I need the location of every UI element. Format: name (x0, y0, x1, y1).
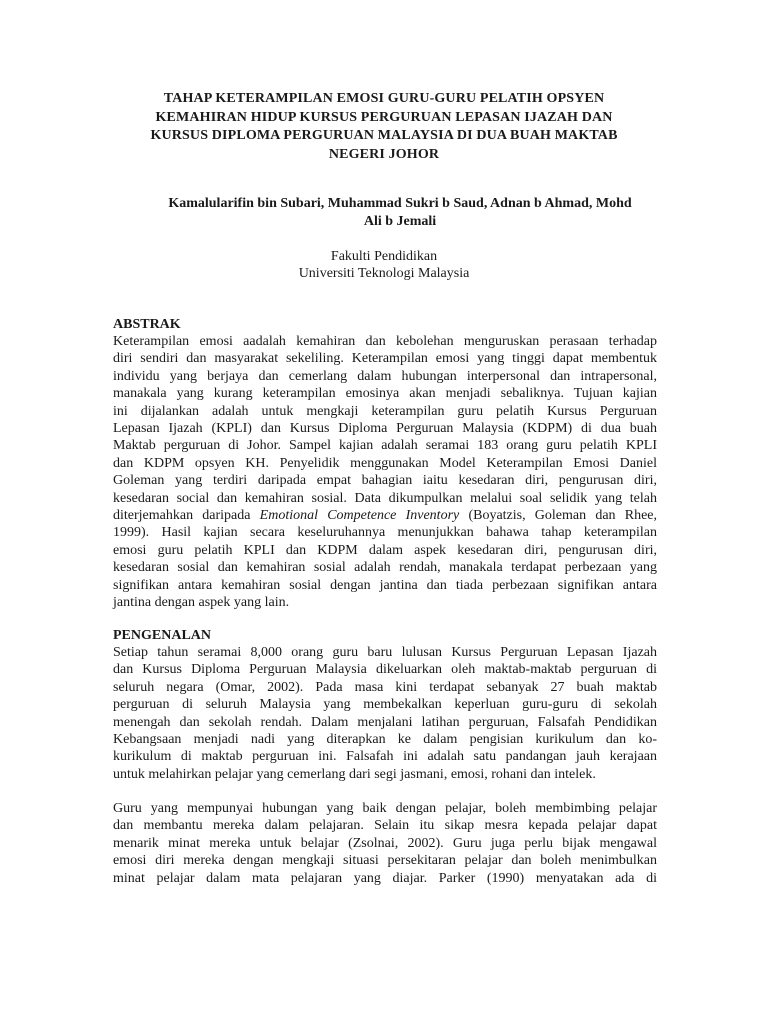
text-run: (Boyatzis, Goleman dan Rhee, (459, 508, 657, 524)
university-name: Universiti Teknologi Malaysia (298, 266, 470, 281)
paper-title (0, 90, 768, 164)
text-line: seluruh negara (Omar, 2002). Pada masa kini terdapat sebanyak 27 buah maktab (113, 679, 657, 695)
intro-heading: PENGENALAN (113, 628, 212, 643)
text-line: menengah dan sekolah rendah. Dalam menjalani latihan perguruan, Falsafah Pendidikan (113, 714, 657, 730)
text-line: 1999). Hasil kajian secara keseluruhannya menunjukkan bahawa tahap keterampilan (113, 525, 657, 541)
intro-paragraph-1 (113, 644, 657, 783)
text-line (113, 507, 657, 524)
text-line: menarik minat mereka untuk belajar (Zsolnai, 2002). Guru juga perlu bijak mengawal (113, 835, 657, 851)
text-line: signifikan antara kemahiran sosial dengan jantina dan tiada perbezaan signifikan antara (113, 577, 657, 593)
text-line: diri sendiri dan masyarakat sekeliling. Keterampilan emosi yang tinggi dapat membentuk (113, 351, 657, 367)
abstract-body (113, 333, 657, 612)
title-line: TAHAP KETERAMPILAN EMOSI GURU-GURU PELATIH OPSYEN (163, 91, 605, 106)
text-line: kurikulum di maktab perguruan ini. Falsafah ini adalah satu pandangan jauh kerajaan (113, 749, 657, 765)
text-line: kesedaran social dan kemahiran sosial. Data dikumpulkan melalui soal selidik yang telah (113, 490, 657, 506)
instrument-title: Emotional Competence Inventory (259, 508, 460, 524)
text-line: dan membantu mereka dalam pelajaran. Selain itu sikap mesra kepada pelajar dapat (113, 818, 657, 834)
text-line: dan Kursus Diploma Perguruan Malaysia dikeluarkan oleh maktab-maktab perguruan di (113, 662, 657, 678)
title-line: NEGERI JOHOR (328, 146, 440, 162)
title-line: KURSUS DIPLOMA PERGURUAN MALAYSIA DI DUA BUAH MAKTAB (150, 128, 618, 143)
text-line: untuk melahirkan pelajar yang cemerlang dari segi jasmani, emosi, rohani dan intelek. (113, 766, 596, 782)
intro-paragraph-2 (113, 800, 657, 887)
text-line: perguruan di seluruh Malaysia yang membekalkan keperluan guru-guru di sekolah (113, 697, 657, 713)
text-line: jantina dengan aspek yang lain. (113, 595, 290, 611)
text-line: Maktab perguruan di Johor. Sampel kajian adalah seramai 183 orang guru pelatih KPLI (113, 438, 657, 454)
abstract-heading: ABSTRAK (113, 317, 181, 332)
text-line: emosi guru pelatih KPLI dan KDPM dalam aspek kesedaran diri, pengurusan diri, (113, 542, 657, 558)
text-line: Kebangsaan menjadi nadi yang diterapkan ke dalam pengisian kurikulum dan ko- (113, 732, 657, 748)
text-line: minat pelajar dalam mata pelajaran yang diajar. Parker (1990) menyatakan ada di (113, 870, 657, 886)
text-line: emosi diri mereka dengan mengkaji situasi persekitaran pelajar dan boleh menimbulkan (113, 853, 657, 869)
affiliation (0, 248, 768, 282)
faculty-name: Fakulti Pendidikan (330, 249, 438, 264)
text-line: individu yang berjaya dan cemerlang dalam hubungan interpersonal dan intrapersonal, (113, 368, 657, 384)
text-line: Setiap tahun seramai 8,000 orang guru baru lulusan Kursus Perguruan Lepasan Ijazah (113, 645, 657, 660)
text-line: Goleman yang terdiri daripada empat bahagian iaitu kesedaran diri, pengurusan diri, (113, 473, 657, 489)
text-line: ini dijalankan adalah untuk mengkaji keterampilan guru pelatih Kursus Perguruan (113, 403, 657, 419)
text-line: Lepasan Ijazah (KPLI) dan Kursus Diploma Perguruan Malaysia (KDPM) di dua buah (113, 421, 657, 437)
author-line: Kamalularifin bin Subari, Muhammad Sukri b Saud, Adnan b Ahmad, Mohd (168, 196, 632, 211)
text-line: Keterampilan emosi aadalah kemahiran dan kebolehan menguruskan perasaan terhadap (113, 334, 657, 349)
text-line: dan KDPM opsyen KH. Penyelidik menggunakan Model Keterampilan Emosi Daniel (113, 455, 657, 471)
title-line: KEMAHIRAN HIDUP KURSUS PERGURUAN LEPASAN IJAZAH DAN (155, 109, 613, 125)
text-line: Guru yang mempunyai hubungan yang baik dengan pelajar, boleh membimbing pelajar (113, 801, 657, 816)
text-line: manakala yang kurang keterampilan emosinya akan menjadi sebaliknya. Tujuan kajian (113, 386, 657, 402)
author-line: Ali b Jemali (363, 214, 437, 229)
text-run: diterjemahkan daripada (113, 508, 260, 524)
text-line: kesedaran sosial dan kemahiran sosial adalah rendah, manakala terdapat perbezaan yang (113, 560, 657, 576)
author-list (140, 195, 660, 231)
